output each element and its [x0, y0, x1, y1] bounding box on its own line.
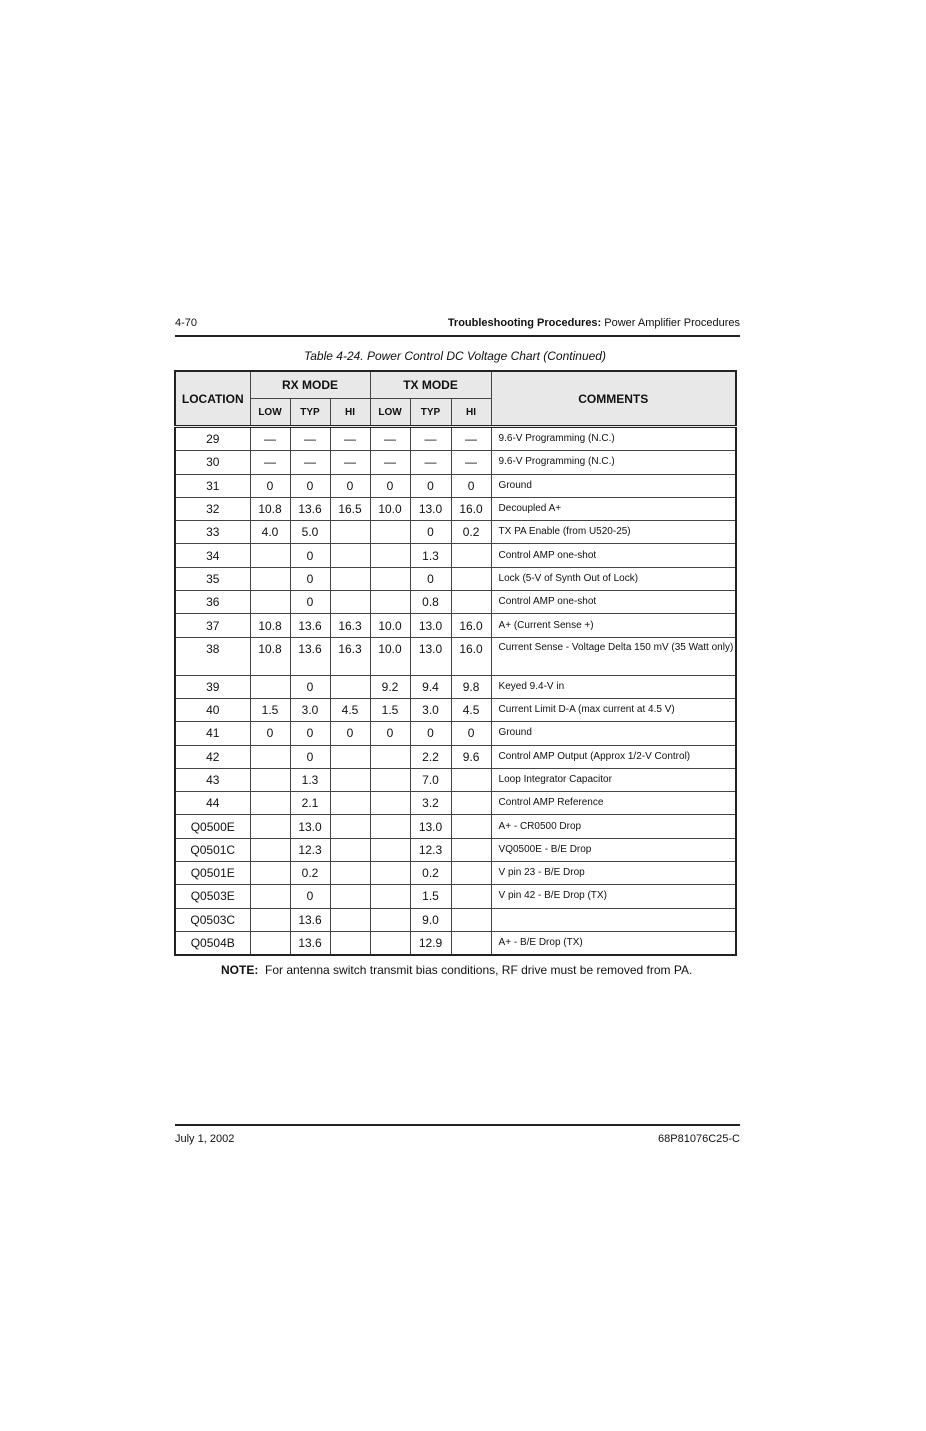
cell-comment: Ground	[491, 474, 736, 497]
cell-tx-typ: 9.4	[410, 675, 451, 698]
cell-location: 31	[175, 474, 250, 497]
table-row	[175, 427, 736, 451]
cell-rx-typ: 13.6	[290, 931, 330, 955]
cell-rx-typ: 0	[290, 885, 330, 908]
cell-comment: Loop Integrator Capacitor	[491, 768, 736, 791]
header-rx-low: LOW	[250, 399, 290, 427]
cell-tx-typ: 0	[410, 722, 451, 745]
cell-tx-low: 10.0	[370, 637, 410, 675]
cell-location: Q0503C	[175, 908, 250, 931]
cell-location: 33	[175, 521, 250, 544]
cell-comment: Control AMP Output (Approx 1/2-V Control)	[491, 745, 736, 768]
cell-rx-low: 10.8	[250, 637, 290, 675]
cell-comment: A+ (Current Sense +)	[491, 614, 736, 637]
cell-tx-low	[370, 931, 410, 955]
cell-location: 30	[175, 451, 250, 474]
cell-tx-hi	[451, 567, 491, 590]
cell-location: 41	[175, 722, 250, 745]
cell-tx-low	[370, 591, 410, 614]
cell-location: 32	[175, 497, 250, 520]
cell-tx-low: 0	[370, 474, 410, 497]
cell-tx-typ: 3.2	[410, 792, 451, 815]
section-title	[448, 317, 740, 329]
table-row	[175, 521, 736, 544]
cell-rx-low: —	[250, 427, 290, 451]
header-tx-typ: TYP	[410, 399, 451, 427]
section-title-rest: Power Amplifier Procedures	[601, 317, 740, 329]
table-row	[175, 885, 736, 908]
cell-tx-typ: 0.2	[410, 862, 451, 885]
cell-tx-low	[370, 885, 410, 908]
header-location: LOCATION	[175, 371, 250, 427]
cell-tx-low	[370, 567, 410, 590]
cell-tx-low: 1.5	[370, 698, 410, 721]
table-row	[175, 591, 736, 614]
cell-tx-low	[370, 815, 410, 838]
table-row	[175, 908, 736, 931]
cell-tx-typ: 1.5	[410, 885, 451, 908]
cell-rx-hi	[330, 745, 370, 768]
cell-tx-typ: 2.2	[410, 745, 451, 768]
cell-tx-hi: 0	[451, 722, 491, 745]
cell-comment: V pin 23 - B/E Drop	[491, 862, 736, 885]
cell-tx-typ: 12.9	[410, 931, 451, 955]
cell-rx-low	[250, 931, 290, 955]
cell-tx-low: 9.2	[370, 675, 410, 698]
cell-rx-low: 1.5	[250, 698, 290, 721]
cell-rx-hi: 0	[330, 474, 370, 497]
cell-comment: Current Sense - Voltage Delta 150 mV (35 Watt only)	[491, 637, 736, 675]
cell-tx-hi	[451, 885, 491, 908]
table-row	[175, 838, 736, 861]
header-rx-mode: RX MODE	[250, 371, 370, 399]
section-title-bold: Troubleshooting Procedures:	[447, 317, 602, 329]
cell-rx-typ: 0	[290, 745, 330, 768]
cell-location: Q0501E	[175, 862, 250, 885]
cell-rx-low	[250, 544, 290, 567]
table-row	[175, 745, 736, 768]
cell-rx-low	[250, 675, 290, 698]
cell-rx-typ: 13.0	[290, 815, 330, 838]
cell-tx-hi: 0.2	[451, 521, 491, 544]
cell-tx-hi	[451, 931, 491, 955]
cell-comment: 9.6-V Programming (N.C.)	[491, 427, 736, 451]
cell-rx-low	[250, 745, 290, 768]
table-note	[221, 963, 692, 977]
cell-tx-low	[370, 908, 410, 931]
cell-rx-hi	[330, 675, 370, 698]
cell-tx-low: 10.0	[370, 614, 410, 637]
header-tx-mode: TX MODE	[370, 371, 491, 399]
table-row	[175, 722, 736, 745]
cell-tx-typ: 13.0	[410, 614, 451, 637]
cell-tx-hi	[451, 544, 491, 567]
cell-comment: 9.6-V Programming (N.C.)	[491, 451, 736, 474]
cell-location: Q0503E	[175, 885, 250, 908]
cell-location: 38	[175, 637, 250, 675]
table-row	[175, 474, 736, 497]
cell-rx-low	[250, 567, 290, 590]
cell-tx-low: —	[370, 427, 410, 451]
cell-comment: VQ0500E - B/E Drop	[491, 838, 736, 861]
cell-rx-typ: 0	[290, 544, 330, 567]
cell-tx-hi	[451, 591, 491, 614]
table-row	[175, 637, 736, 675]
cell-rx-low: —	[250, 451, 290, 474]
cell-location: 34	[175, 544, 250, 567]
table-row	[175, 675, 736, 698]
cell-rx-low: 0	[250, 474, 290, 497]
cell-location: Q0500E	[175, 815, 250, 838]
table-row	[175, 451, 736, 474]
cell-tx-typ: —	[410, 427, 451, 451]
cell-rx-low: 4.0	[250, 521, 290, 544]
cell-rx-typ: 0.2	[290, 862, 330, 885]
cell-location: 39	[175, 675, 250, 698]
cell-comment: Decoupled A+	[491, 497, 736, 520]
cell-rx-typ: 13.6	[290, 908, 330, 931]
cell-tx-low	[370, 544, 410, 567]
cell-rx-low	[250, 862, 290, 885]
cell-tx-typ: 0	[410, 474, 451, 497]
cell-rx-hi	[330, 544, 370, 567]
cell-rx-low	[250, 815, 290, 838]
cell-rx-low	[250, 792, 290, 815]
cell-tx-hi	[451, 815, 491, 838]
cell-comment: V pin 42 - B/E Drop (TX)	[491, 885, 736, 908]
note-label: NOTE:	[221, 963, 259, 977]
cell-rx-hi	[330, 792, 370, 815]
header-rx-hi: HI	[330, 399, 370, 427]
cell-rx-typ: 1.3	[290, 768, 330, 791]
cell-comment: TX PA Enable (from U520-25)	[491, 521, 736, 544]
cell-tx-typ: 13.0	[410, 815, 451, 838]
cell-tx-hi	[451, 768, 491, 791]
header-rule	[175, 335, 740, 337]
cell-rx-hi	[330, 815, 370, 838]
cell-rx-typ: 12.3	[290, 838, 330, 861]
cell-location: 44	[175, 792, 250, 815]
cell-tx-hi	[451, 792, 491, 815]
cell-rx-typ: 5.0	[290, 521, 330, 544]
cell-rx-typ: 3.0	[290, 698, 330, 721]
cell-tx-hi: 16.0	[451, 637, 491, 675]
cell-rx-low: 10.8	[250, 614, 290, 637]
cell-rx-hi: 16.3	[330, 637, 370, 675]
cell-comment: Keyed 9.4-V in	[491, 675, 736, 698]
cell-tx-low	[370, 862, 410, 885]
header-rx-typ: TYP	[290, 399, 330, 427]
cell-rx-hi	[330, 768, 370, 791]
cell-location: 29	[175, 427, 250, 451]
cell-rx-hi	[330, 862, 370, 885]
cell-rx-typ: 13.6	[290, 497, 330, 520]
cell-rx-low	[250, 908, 290, 931]
cell-rx-hi: —	[330, 427, 370, 451]
cell-tx-hi: 0	[451, 474, 491, 497]
cell-tx-typ: 12.3	[410, 838, 451, 861]
cell-rx-low: 0	[250, 722, 290, 745]
cell-comment: Control AMP Reference	[491, 792, 736, 815]
cell-rx-hi: 0	[330, 722, 370, 745]
voltage-chart-table	[174, 370, 737, 956]
cell-rx-typ: —	[290, 451, 330, 474]
cell-rx-hi: 4.5	[330, 698, 370, 721]
cell-tx-low: 0	[370, 722, 410, 745]
cell-tx-hi: 9.8	[451, 675, 491, 698]
cell-rx-low	[250, 591, 290, 614]
cell-rx-typ: 0	[290, 675, 330, 698]
cell-tx-hi: —	[451, 427, 491, 451]
table-row	[175, 862, 736, 885]
cell-comment: A+ - B/E Drop (TX)	[491, 931, 736, 955]
cell-rx-low	[250, 838, 290, 861]
cell-tx-typ: 1.3	[410, 544, 451, 567]
table-row	[175, 792, 736, 815]
cell-rx-typ: 0	[290, 722, 330, 745]
cell-tx-low	[370, 521, 410, 544]
cell-tx-hi: 16.0	[451, 614, 491, 637]
table-row	[175, 497, 736, 520]
cell-location: Q0501C	[175, 838, 250, 861]
cell-comment: Control AMP one-shot	[491, 591, 736, 614]
table-caption: Table 4-24. Power Control DC Voltage Chart (Continued)	[304, 349, 606, 363]
cell-tx-typ: 13.0	[410, 637, 451, 675]
cell-rx-typ: —	[290, 427, 330, 451]
cell-rx-typ: 0	[290, 474, 330, 497]
cell-location: 40	[175, 698, 250, 721]
cell-tx-typ: 0	[410, 521, 451, 544]
cell-rx-hi	[330, 521, 370, 544]
table-row	[175, 768, 736, 791]
cell-rx-typ: 2.1	[290, 792, 330, 815]
cell-rx-hi	[330, 591, 370, 614]
cell-tx-low	[370, 792, 410, 815]
cell-tx-typ: 9.0	[410, 908, 451, 931]
cell-location: 43	[175, 768, 250, 791]
cell-comment: Ground	[491, 722, 736, 745]
cell-tx-typ: 0.8	[410, 591, 451, 614]
cell-tx-low	[370, 745, 410, 768]
table-row	[175, 544, 736, 567]
cell-tx-low: 10.0	[370, 497, 410, 520]
cell-location: 35	[175, 567, 250, 590]
cell-comment	[491, 908, 736, 931]
header-tx-low: LOW	[370, 399, 410, 427]
cell-rx-hi	[330, 838, 370, 861]
table-row	[175, 567, 736, 590]
cell-rx-hi: —	[330, 451, 370, 474]
table-row	[175, 815, 736, 838]
cell-rx-typ: 0	[290, 567, 330, 590]
cell-tx-hi: 4.5	[451, 698, 491, 721]
cell-tx-hi	[451, 838, 491, 861]
cell-rx-hi	[330, 885, 370, 908]
cell-rx-hi	[330, 908, 370, 931]
cell-tx-typ: 3.0	[410, 698, 451, 721]
cell-rx-typ: 13.6	[290, 614, 330, 637]
cell-location: 42	[175, 745, 250, 768]
note-text: For antenna switch transmit bias conditions, RF drive must be removed from PA.	[265, 963, 693, 977]
cell-rx-hi: 16.3	[330, 614, 370, 637]
cell-rx-hi	[330, 567, 370, 590]
header-tx-hi: HI	[451, 399, 491, 427]
cell-comment: Current Limit D-A (max current at 4.5 V)	[491, 698, 736, 721]
cell-tx-low	[370, 838, 410, 861]
cell-rx-hi	[330, 931, 370, 955]
cell-rx-low	[250, 885, 290, 908]
cell-tx-typ: —	[410, 451, 451, 474]
cell-tx-hi: 9.6	[451, 745, 491, 768]
cell-rx-typ: 0	[290, 591, 330, 614]
cell-tx-typ: 7.0	[410, 768, 451, 791]
cell-rx-low: 10.8	[250, 497, 290, 520]
footer-rule	[175, 1124, 740, 1126]
cell-location: Q0504B	[175, 931, 250, 955]
cell-comment: A+ - CR0500 Drop	[491, 815, 736, 838]
cell-location: 37	[175, 614, 250, 637]
page-number: 4-70	[175, 317, 198, 329]
cell-tx-low	[370, 768, 410, 791]
cell-comment: Lock (5-V of Synth Out of Lock)	[491, 567, 736, 590]
cell-location: 36	[175, 591, 250, 614]
header-comments: COMMENTS	[491, 371, 736, 427]
footer-date: July 1, 2002	[175, 1133, 235, 1145]
cell-tx-typ: 0	[410, 567, 451, 590]
cell-tx-hi: 16.0	[451, 497, 491, 520]
cell-tx-hi: —	[451, 451, 491, 474]
table-row	[175, 931, 736, 955]
table-row	[175, 614, 736, 637]
table-row	[175, 698, 736, 721]
cell-rx-hi: 16.5	[330, 497, 370, 520]
footer-doc-number: 68P81076C25-C	[658, 1133, 740, 1145]
cell-rx-low	[250, 768, 290, 791]
cell-tx-hi	[451, 862, 491, 885]
cell-tx-hi	[451, 908, 491, 931]
cell-rx-typ: 13.6	[290, 637, 330, 675]
cell-comment: Control AMP one-shot	[491, 544, 736, 567]
cell-tx-low: —	[370, 451, 410, 474]
cell-tx-typ: 13.0	[410, 497, 451, 520]
